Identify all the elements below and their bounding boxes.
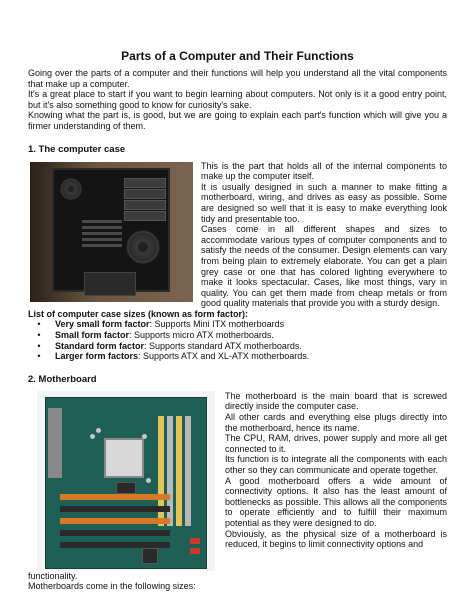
list-item: • Very small form factor: Supports Mini ITX motherboards xyxy=(55,319,447,330)
motherboard-section xyxy=(28,391,447,571)
list-item: • Small form factor: Supports micro ATX motherboards. xyxy=(55,330,447,341)
paragraph: This is the part that holds all of the internal components to make up the computer itself. xyxy=(201,160,447,182)
section-heading-computer-case: 1. The computer case xyxy=(28,143,126,155)
computer-case-text xyxy=(201,161,447,309)
case-sizes-title: List of computer case sizes (known as form factor): xyxy=(28,308,249,319)
motherboard-photo xyxy=(37,391,215,571)
intro-paragraph: Knowing what the part is, is good, but we are going to explain each part's function which will give you a firmer understanding of them. xyxy=(28,110,447,131)
intro-paragraph: Going over the parts of a computer and their functions will help you understand all the vital components that make up a computer. xyxy=(28,68,447,89)
paragraph: The motherboard is the main board that is screwed directly inside the computer case. xyxy=(225,390,447,412)
bullet-icon: • xyxy=(37,319,41,330)
paragraph: Obviously, as the physical size of a motherboard is reduced, it begins to limit connectivity options and xyxy=(225,528,447,550)
bullet-icon: • xyxy=(37,330,41,341)
paragraph: It is usually designed in such a manner to make fitting a motherboard, wiring, and drives as easy as possible. Some are designed so well that it is easy to make everything look tidy and presentable too. xyxy=(201,181,447,224)
bullet-icon: • xyxy=(37,340,41,351)
intro xyxy=(28,68,447,132)
intro-paragraph: It's a great place to start if you want to begin learning about computers. Not only is it a good entry point, but it's also something good to know for curiosity's sake. xyxy=(28,89,447,110)
document-title: Parts of a Computer and Their Functions xyxy=(121,49,354,63)
motherboard-text xyxy=(225,391,447,571)
case-sizes-list xyxy=(28,319,447,361)
bullet-icon: • xyxy=(37,351,41,362)
paragraph: A good motherboard offers a wide amount of connectivity options. It also has the least amount of bottlenecks as possible. This allows all the components to operate efficiently and to fulfill their maximum potential as they were designed to do. xyxy=(225,475,447,528)
computer-case-photo xyxy=(30,162,193,302)
paragraph: functionality. xyxy=(28,570,78,581)
paragraph: All other cards and everything else plugs directly into the motherboard, hence its name. xyxy=(225,412,447,433)
list-item: • Standard form factor: Supports standard ATX motherboards. xyxy=(55,341,447,352)
paragraph: Cases come in all different shapes and sizes to accommodate various types of computer components and to satisfy the needs of the consumer. Design elements can vary from being plain to extremely elaborate. You can get a plain grey case or one that has colored lighting everywhere to make it looks spectacular. Cases, like most things, vary in quality. You can get them made from cheap metals or from good quality materials that provide you with a sturdy design. xyxy=(201,224,447,309)
paragraph: The CPU, RAM, drives, power supply and more all get connected to it. xyxy=(225,433,447,454)
computer-case-section xyxy=(28,161,447,309)
section-heading-motherboard: 2. Motherboard xyxy=(28,373,97,385)
paragraph: Motherboards come in the following sizes: xyxy=(28,581,196,592)
paragraph: Its function is to integrate all the components with each other so they can communicate and operate together. xyxy=(225,454,447,475)
list-item: • Larger form factors: Supports ATX and XL-ATX motherboards. xyxy=(55,351,447,362)
motherboard-continuation xyxy=(28,571,447,592)
